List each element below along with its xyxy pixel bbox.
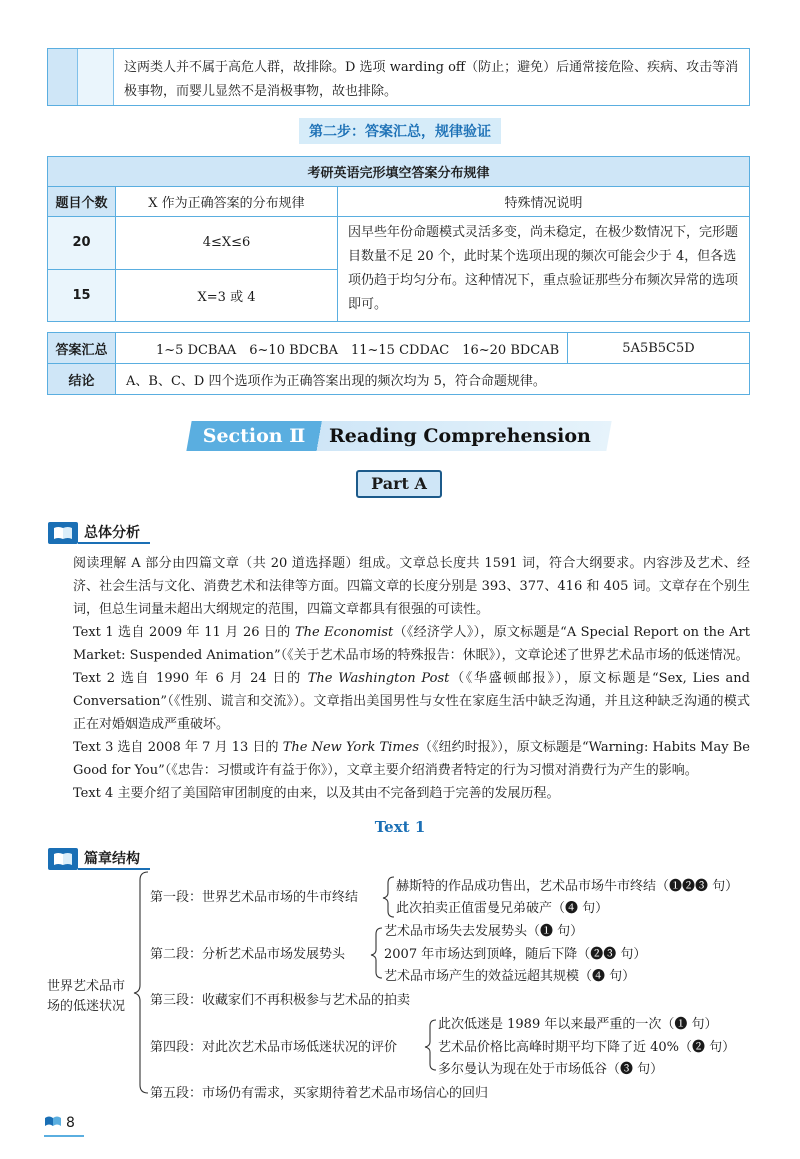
text2-desc-a: Text 2 选自 1990 年 6 月 24 日的 bbox=[73, 671, 308, 686]
row-count: 15 bbox=[48, 269, 116, 322]
tree-item: 2007 年市场达到顶峰，随后下降（❷❸ 句） bbox=[384, 947, 647, 962]
row-count: 20 bbox=[48, 217, 116, 270]
tree-item: 此次低迷是 1989 年以来最严重的一次（❶ 句） bbox=[438, 1017, 718, 1032]
section-name: Reading Comprehension bbox=[329, 425, 591, 447]
conclusion-value: A、B、C、D 四个选项作为正确答案出现的频次均为 5，符合命题规律。 bbox=[116, 364, 750, 395]
special-note: 因早些年份命题模式灵活多变，尚未稳定，在极少数情况下，完形题目数量不足 20 个，此时某个选项出现的频次可能会少于 4，但各选项仍趋于均匀分布。这种情况下，重点验证那些分布频次异常的选项即可。 bbox=[338, 217, 750, 322]
text1-description bbox=[47, 621, 750, 667]
footer-rule bbox=[44, 1135, 84, 1137]
step2-heading bbox=[0, 118, 800, 144]
header-note: 特殊情况说明 bbox=[338, 187, 750, 217]
answer-summary-table bbox=[47, 332, 750, 395]
header-rule: X 作为正确答案的分布规律 bbox=[116, 187, 338, 217]
book-icon bbox=[44, 1115, 62, 1131]
text1-source: The Economist bbox=[294, 625, 394, 640]
tree-paragraph-5: 第五段：市场仍有需求，买家期待着艺术品市场信心的回归 bbox=[150, 1086, 489, 1101]
text1-heading: Text 1 bbox=[374, 818, 426, 836]
overview-heading bbox=[48, 522, 150, 544]
overview-p1: 阅读理解 A 部分由四篇文章（共 20 道选择题）组成。文章总长度共 1591 词，符合大纲要求。内容涉及艺术、经济、社会生活与文化、消费艺术和法律等方面。四篇文章的长度分别是 393、377、416 和 405 词。文章存在个别生词，但总生词量未超出大纲规定的范围，四篇文章都具有很强的可读性。 bbox=[73, 556, 750, 617]
overview-paragraph bbox=[47, 552, 750, 805]
book-icon bbox=[48, 848, 78, 870]
row-rule: 4≤X≤6 bbox=[116, 217, 338, 270]
text1-desc-a: Text 1 选自 2009 年 11 月 26 日的 bbox=[73, 625, 295, 640]
explanation-table-row bbox=[47, 48, 750, 106]
book-icon bbox=[48, 522, 78, 544]
table-title: 考研英语完形填空答案分布规律 bbox=[48, 157, 750, 187]
structure-heading bbox=[48, 848, 150, 870]
section-title bbox=[189, 421, 609, 451]
tree-item: 艺术品价格比高峰时期平均下降了近 40%（❷ 句） bbox=[438, 1040, 736, 1055]
conclusion-label: 结论 bbox=[48, 364, 116, 395]
text2-desc-b: （《华盛顿邮报》），原文标题是“Sex, Lies and Conversation”（《性别、谎言和交流》）。文章指出美国男性与女性在家庭生活中缺乏沟通，并且这种缺乏沟通的模式正在对婚姻造成严重破坏。 bbox=[73, 671, 750, 732]
step2-heading-text: 第二步：答案汇总，规律验证 bbox=[299, 118, 501, 144]
explanation-text: 这两类人并不属于高危人群，故排除。D 选项 warding off（防止；避免）后通常接危险、疾病、攻击等消极事物，而婴儿显然不是消极事物，故也排除。 bbox=[124, 60, 739, 99]
text2-description bbox=[47, 667, 750, 736]
tree-item: 艺术品市场产生的效益远超其规模（❹ 句） bbox=[384, 969, 636, 984]
answer-distribution-table bbox=[47, 156, 750, 322]
text2-source: The Washington Post bbox=[307, 671, 450, 686]
text4-description: Text 4 主要介绍了美国陪审团制度的由来，以及其由不完备到趋于完善的发展历程。 bbox=[73, 786, 560, 801]
header-count: 题目个数 bbox=[48, 187, 116, 217]
tree-item: 艺术品市场失去发展势头（❶ 句） bbox=[384, 924, 584, 939]
text3-desc-b: （《纽约时报》），原文标题是“Warning: Habits May Be Good for You”（《忠告：习惯或许有益于你》），文章主要介绍消费者特定的行为习惯对消费行为产生的影响。 bbox=[73, 740, 750, 778]
page-number: 8 bbox=[66, 1115, 75, 1131]
text3-source: The New York Times bbox=[282, 740, 420, 755]
text3-desc-a: Text 3 选自 2008 年 7 月 13 日的 bbox=[73, 740, 283, 755]
row-rule: X=3 或 4 bbox=[116, 269, 338, 322]
part-label: Part A bbox=[356, 470, 442, 498]
answers-value: 1~5 DCBAA 6~10 BDCBA 11~15 CDDAC 16~20 BDCAB bbox=[116, 333, 568, 364]
tree-item: 多尔曼认为现在处于市场低谷（❸ 句） bbox=[438, 1062, 664, 1077]
page-footer bbox=[44, 1115, 75, 1131]
structure-heading-text: 篇章结构 bbox=[78, 848, 150, 870]
text1-desc-b: （《经济学人》），原文标题是“A Special Report on the Art Market: Suspended Animation”（《关于艺术品市场的特殊报告：休眠》），文章论述了世界艺术品市场的低迷情况。 bbox=[73, 625, 750, 663]
tree-root-line2: 场的低迷状况 bbox=[47, 999, 126, 1014]
table-cell-blank bbox=[78, 49, 114, 105]
tree-item: 赫斯特的作品成功售出，艺术品市场牛市终结（❶❷❸ 句） bbox=[396, 879, 739, 894]
section-number: Section Ⅱ bbox=[202, 425, 306, 447]
tree-item: 此次拍卖正值雷曼兄弟破产（❹ 句） bbox=[396, 901, 609, 916]
table-cell-blank bbox=[48, 49, 78, 105]
tree-root-line1: 世界艺术品市 bbox=[47, 979, 126, 994]
text3-description bbox=[47, 736, 750, 782]
overview-heading-text: 总体分析 bbox=[78, 522, 150, 544]
tree-paragraph-4: 第四段：对此次艺术品市场低迷状况的评价 bbox=[150, 1040, 398, 1055]
tree-paragraph-2: 第二段：分析艺术品市场发展势头 bbox=[150, 947, 346, 962]
tree-paragraph-3: 第三段：收藏家们不再积极参与艺术品的拍卖 bbox=[150, 993, 411, 1008]
answers-code: 5A5B5C5D bbox=[568, 333, 750, 364]
answers-label: 答案汇总 bbox=[48, 333, 116, 364]
tree-paragraph-1: 第一段：世界艺术品市场的牛市终结 bbox=[150, 890, 359, 905]
